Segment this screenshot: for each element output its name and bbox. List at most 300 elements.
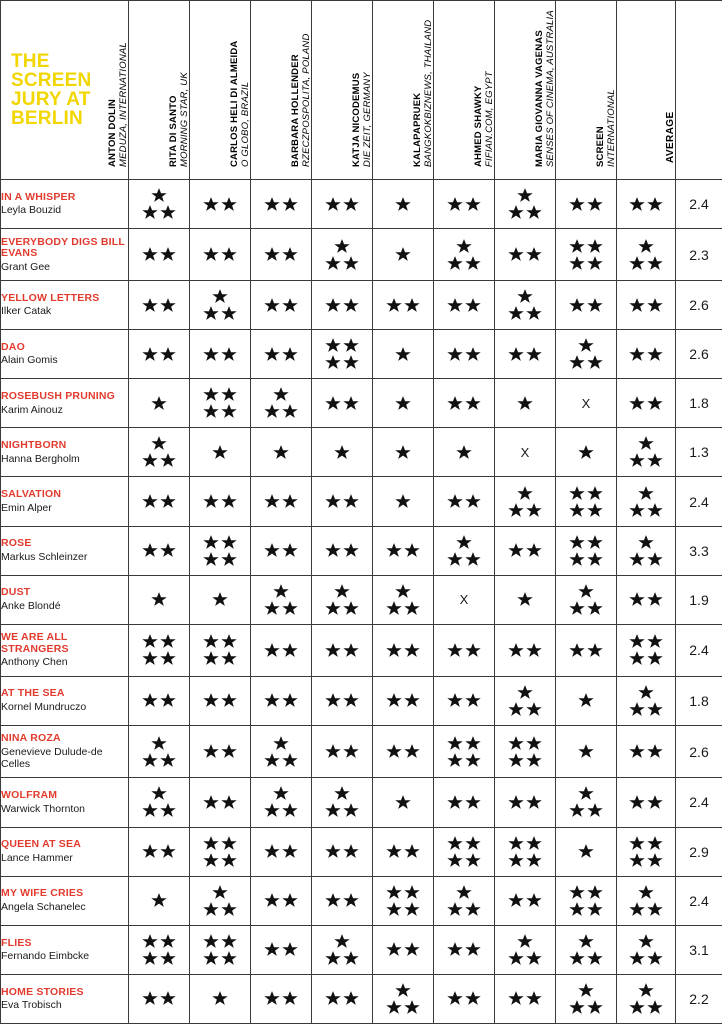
juror-name: ANTON DOLIN — [107, 99, 118, 167]
score-cell — [251, 676, 312, 725]
star-icon — [525, 735, 543, 752]
star-icon — [324, 354, 342, 371]
star-icon — [342, 892, 360, 909]
star-icon — [211, 288, 229, 305]
score-cell — [556, 974, 617, 1023]
star-icon — [628, 835, 646, 852]
score-cell — [556, 281, 617, 330]
score-cell — [312, 676, 373, 725]
star-icon — [446, 735, 464, 752]
star-icon — [150, 395, 168, 412]
star-icon — [202, 246, 220, 263]
star-icon — [385, 901, 403, 918]
star-icon — [628, 999, 646, 1016]
score-cell — [373, 876, 434, 925]
star-icon — [324, 493, 342, 510]
star-icon — [586, 354, 604, 371]
rating-stars — [434, 794, 494, 811]
star-icon — [464, 794, 482, 811]
star-icon — [220, 346, 238, 363]
score-cell — [190, 725, 251, 778]
star-icon — [324, 642, 342, 659]
star-icon — [281, 692, 299, 709]
star-icon — [141, 633, 159, 650]
star-icon — [507, 835, 525, 852]
star-icon — [202, 743, 220, 760]
star-icon — [342, 990, 360, 1007]
star-icon — [342, 802, 360, 819]
score-cell — [495, 229, 556, 281]
score-cell — [373, 526, 434, 575]
star-icon — [324, 600, 342, 617]
star-icon — [342, 743, 360, 760]
star-icon — [568, 297, 586, 314]
score-cell — [129, 229, 190, 281]
score-cell — [617, 180, 676, 229]
star-icon — [394, 196, 412, 213]
table-row — [1, 827, 722, 876]
star-icon — [525, 204, 543, 221]
score-cell — [495, 827, 556, 876]
star-icon — [220, 950, 238, 967]
score-cell — [129, 974, 190, 1023]
juror-name: KALAPAPRUEK — [412, 92, 423, 167]
star-icon — [403, 600, 421, 617]
average-cell: 1.8 — [676, 676, 722, 725]
star-icon — [281, 941, 299, 958]
star-icon — [342, 395, 360, 412]
star-icon — [568, 884, 586, 901]
score-cell — [312, 725, 373, 778]
juror-outlet: BANGKOKBIZNEWS, THAILAND — [423, 19, 434, 167]
rating-stars — [373, 982, 433, 1016]
score-cell — [556, 876, 617, 925]
star-icon — [446, 395, 464, 412]
star-icon — [586, 600, 604, 617]
average-header-label: AVERAGE — [665, 111, 676, 163]
star-icon — [628, 650, 646, 667]
star-icon — [324, 297, 342, 314]
average-cell: 2.3 — [676, 229, 722, 281]
rating-stars — [495, 246, 555, 263]
star-icon — [646, 901, 664, 918]
score-cell — [434, 974, 495, 1023]
score-cell — [434, 827, 495, 876]
score-cell — [495, 526, 556, 575]
rating-stars — [190, 794, 250, 811]
star-icon — [150, 435, 168, 452]
table-header-row — [1, 1, 722, 180]
average-cell: 3.1 — [676, 925, 722, 974]
star-icon — [202, 386, 220, 403]
star-icon — [568, 502, 586, 519]
star-icon — [446, 196, 464, 213]
score-cell — [251, 229, 312, 281]
rating-stars — [495, 542, 555, 559]
film-cell — [1, 778, 129, 827]
star-icon — [141, 990, 159, 1007]
score-cell — [129, 624, 190, 676]
rating-stars — [373, 941, 433, 958]
star-icon — [646, 650, 664, 667]
star-icon — [220, 743, 238, 760]
star-icon — [525, 950, 543, 967]
star-icon — [141, 650, 159, 667]
star-icon — [324, 950, 342, 967]
score-cell — [251, 974, 312, 1023]
logo-line: JURY AT — [11, 89, 91, 110]
star-icon — [202, 534, 220, 551]
juror-outlet: INTERNATIONAL — [606, 89, 617, 167]
film-cell — [1, 379, 129, 428]
star-icon — [516, 684, 534, 701]
rating-stars — [251, 642, 311, 659]
star-icon — [646, 852, 664, 869]
rating-stars — [434, 238, 494, 272]
rating-stars — [556, 884, 616, 918]
star-icon — [342, 600, 360, 617]
score-cell — [556, 526, 617, 575]
rating-stars — [617, 196, 675, 213]
film-director: Emin Alper — [1, 501, 52, 514]
score-cell — [312, 428, 373, 477]
star-icon — [646, 551, 664, 568]
star-icon — [507, 950, 525, 967]
score-cell — [617, 676, 676, 725]
star-icon — [403, 901, 421, 918]
star-icon — [202, 692, 220, 709]
star-icon — [455, 444, 473, 461]
star-icon — [263, 600, 281, 617]
star-icon — [220, 794, 238, 811]
star-icon — [202, 403, 220, 420]
star-icon — [342, 337, 360, 354]
star-icon — [646, 196, 664, 213]
star-icon — [464, 852, 482, 869]
film-cell — [1, 428, 129, 477]
rating-stars — [312, 692, 372, 709]
rating-stars — [129, 633, 189, 667]
score-cell — [129, 925, 190, 974]
score-cell — [495, 676, 556, 725]
star-icon — [263, 941, 281, 958]
star-icon — [568, 901, 586, 918]
star-icon — [446, 692, 464, 709]
star-icon — [220, 633, 238, 650]
star-icon — [141, 452, 159, 469]
score-cell — [129, 827, 190, 876]
film-title: WOLFRAM — [1, 789, 58, 802]
star-icon — [464, 395, 482, 412]
rating-stars — [373, 843, 433, 860]
star-icon — [507, 990, 525, 1007]
score-cell — [373, 379, 434, 428]
rating-stars — [190, 633, 250, 667]
score-cell — [129, 477, 190, 526]
rating-stars — [617, 884, 675, 918]
rating-stars — [617, 534, 675, 568]
star-icon — [577, 692, 595, 709]
score-cell — [190, 526, 251, 575]
score-cell — [434, 330, 495, 379]
score-cell — [312, 180, 373, 229]
rating-stars — [251, 735, 311, 769]
star-icon — [150, 187, 168, 204]
star-icon — [646, 633, 664, 650]
star-icon — [385, 297, 403, 314]
star-icon — [220, 835, 238, 852]
rating-stars — [190, 743, 250, 760]
score-cell — [190, 575, 251, 624]
rating-stars — [556, 743, 616, 760]
rating-stars — [495, 684, 555, 718]
film-director: Kornel Mundruczo — [1, 700, 87, 713]
score-cell — [312, 974, 373, 1023]
star-icon — [281, 246, 299, 263]
star-icon — [324, 255, 342, 272]
star-icon — [446, 642, 464, 659]
rating-stars — [556, 642, 616, 659]
film-title: HOME STORIES — [1, 985, 84, 998]
rating-stars — [556, 933, 616, 967]
star-icon — [646, 452, 664, 469]
score-cell — [251, 330, 312, 379]
rating-stars — [373, 743, 433, 760]
film-director: Genevieve Dulude-de Celles — [1, 745, 103, 770]
score-cell — [373, 330, 434, 379]
film-cell — [1, 330, 129, 379]
rating-stars — [556, 843, 616, 860]
star-icon — [202, 901, 220, 918]
score-cell — [312, 925, 373, 974]
star-icon — [342, 255, 360, 272]
score-cell — [190, 180, 251, 229]
score-cell — [556, 676, 617, 725]
star-icon — [525, 502, 543, 519]
star-icon — [577, 843, 595, 860]
film-director: Fernando Eimbcke — [1, 950, 90, 963]
star-icon — [263, 990, 281, 1007]
rating-stars — [556, 692, 616, 709]
film-director: Anthony Chen — [1, 656, 68, 669]
star-icon — [263, 403, 281, 420]
star-icon — [628, 852, 646, 869]
rating-stars — [129, 990, 189, 1007]
star-icon — [446, 794, 464, 811]
star-icon — [202, 196, 220, 213]
star-icon — [646, 835, 664, 852]
score-cell — [434, 379, 495, 428]
star-icon — [220, 901, 238, 918]
score-cell — [495, 281, 556, 330]
star-icon — [446, 346, 464, 363]
star-icon — [637, 684, 655, 701]
score-cell — [495, 575, 556, 624]
average-cell: 2.9 — [676, 827, 722, 876]
juror-outlet: RZECZPOSPOLITA, POLAND — [301, 33, 312, 167]
star-icon — [141, 542, 159, 559]
score-cell — [617, 827, 676, 876]
score-cell — [495, 180, 556, 229]
score-cell — [373, 229, 434, 281]
star-icon — [525, 246, 543, 263]
star-icon — [141, 950, 159, 967]
star-icon — [141, 802, 159, 819]
star-icon — [568, 354, 586, 371]
score-cell — [312, 477, 373, 526]
rating-stars — [190, 346, 250, 363]
star-icon — [281, 346, 299, 363]
rating-stars — [129, 933, 189, 967]
star-icon — [628, 346, 646, 363]
juror-name: SCREEN — [595, 126, 606, 167]
star-icon — [516, 395, 534, 412]
star-icon — [586, 642, 604, 659]
rating-stars — [617, 743, 675, 760]
juror-name: CARLOS HELI DI ALMEIDA — [229, 40, 240, 167]
rating-stars — [373, 794, 433, 811]
rating-stars — [129, 542, 189, 559]
juror-outlet: SENSES OF CINEMA, AUSTRALIA — [545, 10, 556, 167]
star-icon — [646, 950, 664, 967]
rating-stars — [251, 941, 311, 958]
star-icon — [324, 337, 342, 354]
star-icon — [220, 493, 238, 510]
rating-stars — [434, 493, 494, 510]
film-title: FLIES — [1, 936, 32, 949]
score-cell — [434, 229, 495, 281]
rating-stars — [495, 735, 555, 769]
score-cell — [495, 876, 556, 925]
rating-stars — [556, 337, 616, 371]
star-icon — [385, 600, 403, 617]
rating-stars — [129, 785, 189, 819]
table-row — [1, 281, 722, 330]
score-cell — [556, 624, 617, 676]
score-cell — [251, 428, 312, 477]
star-icon — [202, 835, 220, 852]
score-cell — [312, 281, 373, 330]
rating-stars — [434, 735, 494, 769]
film-director: Alain Gomis — [1, 354, 58, 367]
score-cell — [190, 330, 251, 379]
film-director: Grant Gee — [1, 260, 51, 273]
score-cell — [617, 477, 676, 526]
rating-stars — [190, 990, 250, 1007]
rating-stars — [251, 196, 311, 213]
rating-stars — [312, 395, 372, 412]
star-icon — [586, 255, 604, 272]
star-icon — [586, 502, 604, 519]
score-cell — [434, 575, 495, 624]
star-icon — [464, 835, 482, 852]
rating-stars — [434, 642, 494, 659]
film-cell — [1, 229, 129, 281]
star-icon — [507, 752, 525, 769]
score-cell — [312, 330, 373, 379]
film-title: DUST — [1, 586, 31, 599]
average-cell: 2.4 — [676, 778, 722, 827]
star-icon — [628, 743, 646, 760]
star-icon — [403, 941, 421, 958]
rating-stars — [190, 884, 250, 918]
score-cell — [434, 778, 495, 827]
star-icon — [637, 485, 655, 502]
score-cell — [373, 725, 434, 778]
star-icon — [525, 701, 543, 718]
star-icon — [141, 346, 159, 363]
score-cell — [373, 778, 434, 827]
film-director: Eva Trobisch — [1, 999, 62, 1012]
star-icon — [568, 600, 586, 617]
star-icon — [637, 884, 655, 901]
film-director: Anke Blondé — [1, 599, 61, 612]
rating-stars — [312, 297, 372, 314]
star-icon — [281, 542, 299, 559]
star-icon — [281, 802, 299, 819]
star-icon — [586, 196, 604, 213]
star-icon — [141, 493, 159, 510]
star-icon — [342, 843, 360, 860]
star-icon — [324, 802, 342, 819]
star-icon — [525, 892, 543, 909]
table-row — [1, 974, 722, 1023]
score-cell — [373, 974, 434, 1023]
table-row — [1, 624, 722, 676]
star-icon — [507, 852, 525, 869]
score-cell — [556, 925, 617, 974]
star-icon — [628, 255, 646, 272]
average-cell: 2.4 — [676, 477, 722, 526]
star-icon — [202, 551, 220, 568]
rating-stars — [251, 246, 311, 263]
score-cell — [373, 575, 434, 624]
rating-stars — [617, 684, 675, 718]
star-icon — [220, 534, 238, 551]
rating-stars — [251, 346, 311, 363]
rating-stars — [434, 297, 494, 314]
star-icon — [394, 444, 412, 461]
score-cell — [190, 624, 251, 676]
score-cell — [617, 778, 676, 827]
star-icon — [628, 196, 646, 213]
score-cell — [434, 477, 495, 526]
score-cell — [251, 876, 312, 925]
score-cell — [495, 925, 556, 974]
star-icon — [263, 642, 281, 659]
rating-stars — [190, 933, 250, 967]
table-row — [1, 575, 722, 624]
rating-stars — [312, 642, 372, 659]
score-cell — [373, 827, 434, 876]
star-icon — [159, 933, 177, 950]
star-icon — [141, 204, 159, 221]
rating-stars — [129, 493, 189, 510]
film-title: QUEEN AT SEA — [1, 838, 81, 851]
star-icon — [516, 591, 534, 608]
film-title: EVERYBODY DIGS BILL EVANS — [1, 235, 125, 260]
score-cell — [251, 827, 312, 876]
film-cell — [1, 526, 129, 575]
star-icon — [394, 246, 412, 263]
score-cell — [190, 281, 251, 330]
rating-stars — [434, 444, 494, 461]
juror-name: RITA DI SANTO — [168, 95, 179, 167]
rating-stars — [434, 692, 494, 709]
rating-stars — [129, 346, 189, 363]
star-icon — [342, 297, 360, 314]
star-icon — [394, 346, 412, 363]
